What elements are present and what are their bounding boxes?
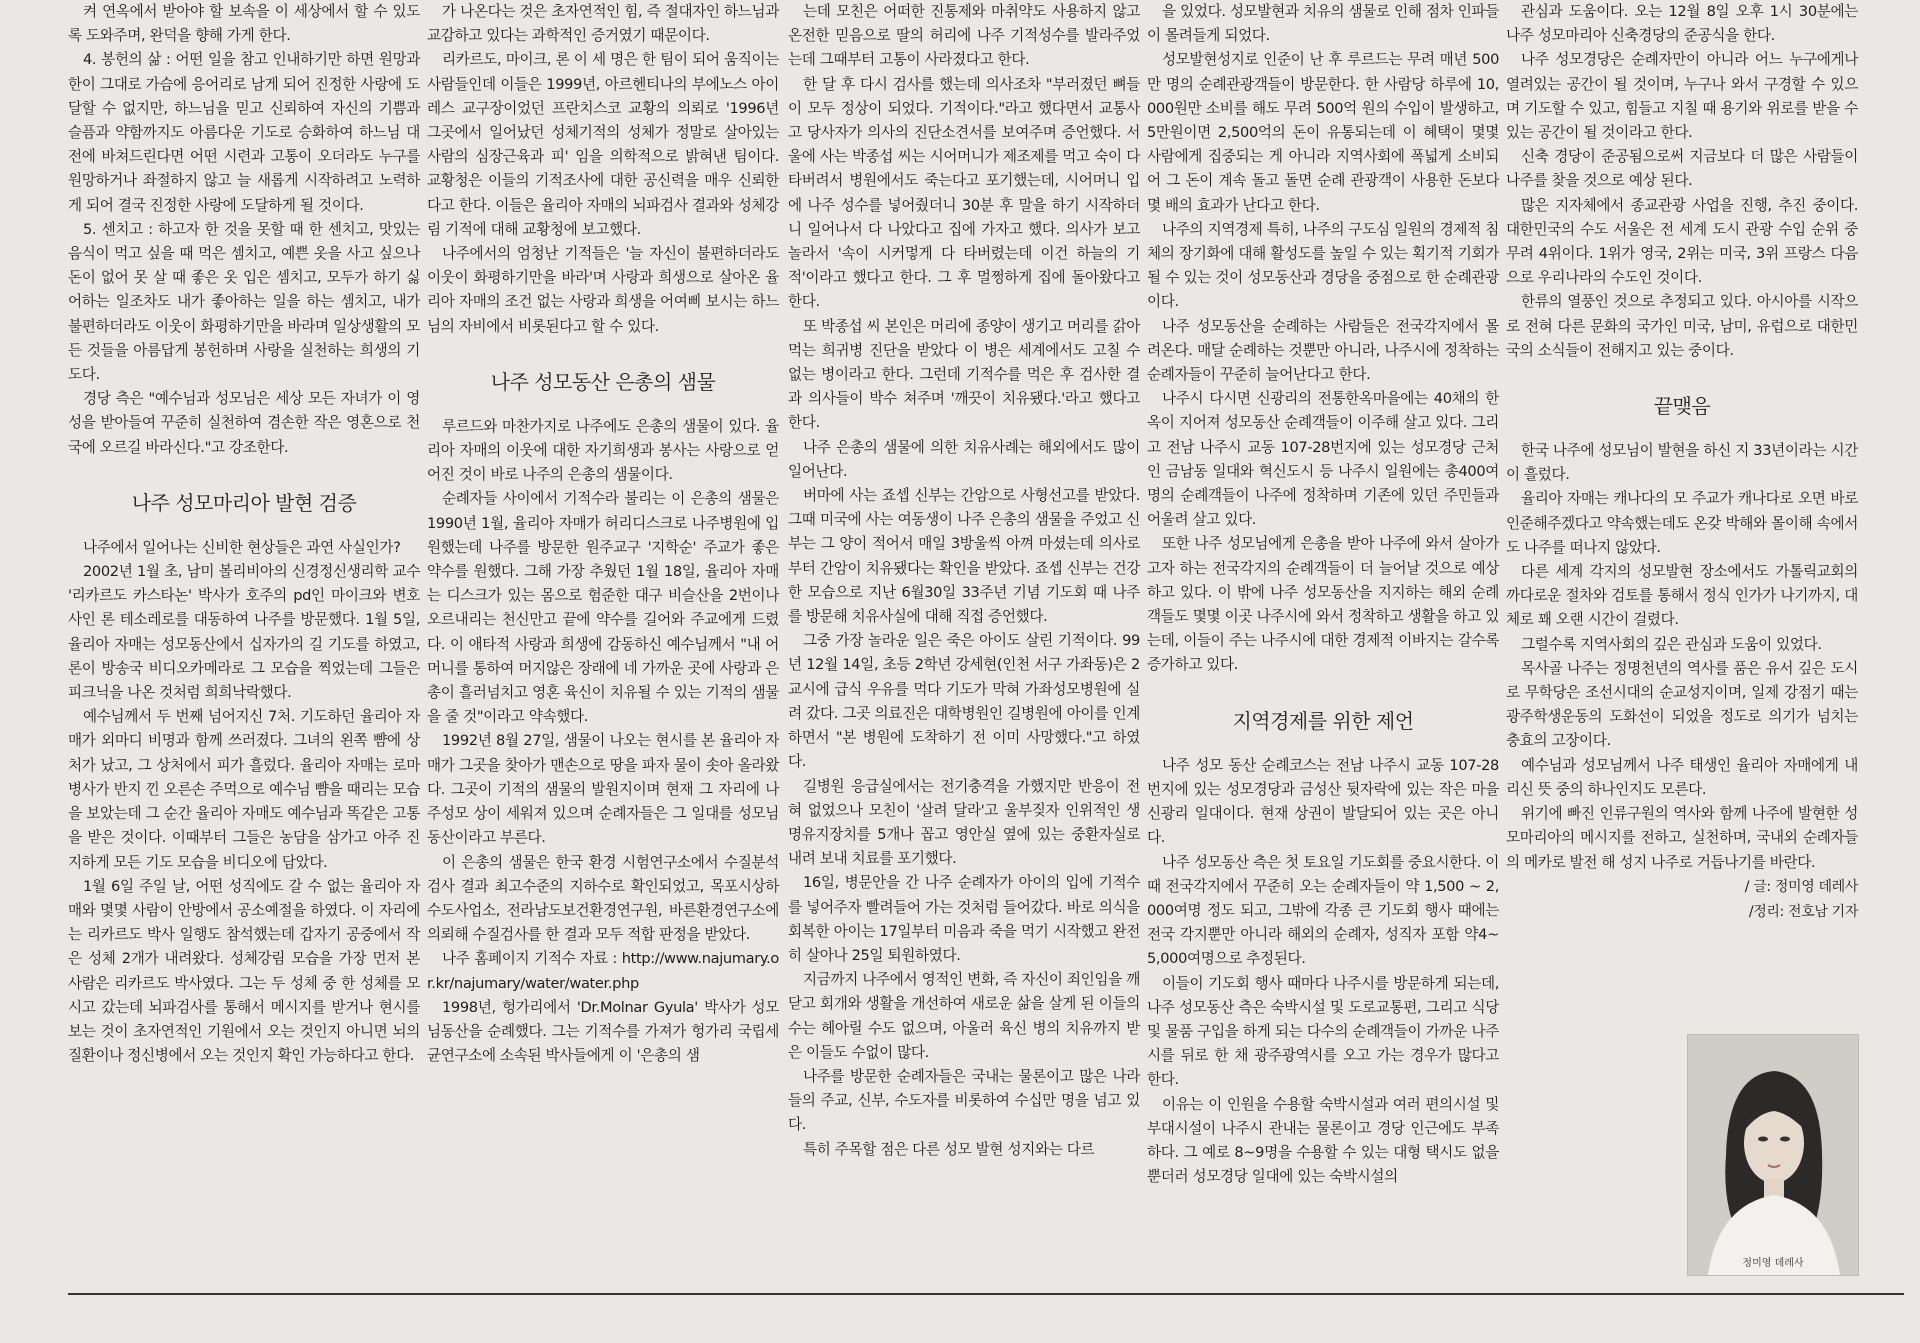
paragraph: 나주에서 일어나는 신비한 현상들은 과연 사실인가? — [83, 538, 401, 556]
paragraph: 나주 은총의 샘물에 의한 치유사례는 해외에서도 많이 일어난다. — [788, 438, 1140, 480]
column-4 — [1147, 0, 1499, 1189]
paragraph: 관심과 도움이다. 오는 12월 8일 오후 1시 30분에는 나주 성모마리아 신축경당의 준공식을 한다. — [1506, 3, 1858, 45]
paragraph: 신축 경당이 준공됨으로써 지금보다 더 많은 사람들이 나주를 찾을 것으로 예상 된다. — [1506, 148, 1858, 190]
paragraph: 예수님께서 두 번째 넘어지신 7처. 기도하던 율리아 자매가 외마디 비명과 함께 쓰러졌다. 그녀의 왼쪽 뺨에 상처가 났고, 그 상처에서 피가 흘렀다. 율리아 자매는 로마 병사가 반지 낀 오른손 주먹으로 예수님 뺨을 때리는 모습을 보았는데 그 순간 율리아 자매도 예수님과 똑같은 고통을 받은 것이다. 이때부터 그들은 농담을 삼가고 아주 진지하게 모든 기도 모습을 비디오에 담았다. — [68, 708, 420, 871]
paragraph: 1998년, 헝가리에서 'Dr.Molnar Gyula' 박사가 성모님동산을 순례했다. 그는 기적수를 가져가 헝가리 국립세균연구소에 소속된 박사들에게 이 '은총의 샘 — [427, 998, 779, 1065]
paragraph: 나주를 방문한 순례자들은 국내는 물론이고 많은 나라들의 주교, 신부, 수도자를 비롯하여 수십만 명을 넘고 있다. — [788, 1067, 1140, 1134]
section-heading: 끝맺음 — [1653, 394, 1711, 419]
paragraph: 나주 홈페이지 기적수 자료 : http://www.najumary.or.kr/najumary/water/water.php — [427, 950, 779, 992]
paragraph: 16일, 병문안을 간 나주 순례자가 아이의 입에 기적수를 넣어주자 빨려들어 가는 것처럼 들어갔다. 바로 의식을 회복한 아이는 17일부터 미음과 죽을 먹기 시작했고 완전히 살아나 25일 퇴원하였다. — [788, 874, 1140, 964]
paragraph: 특히 주목할 점은 다른 성모 발현 성지와는 다르 — [803, 1140, 1095, 1158]
paragraph: 나주 성모동산을 순례하는 사람들은 전국각지에서 몰려온다. 매달 순례하는 것뿐만 아니라, 나주시에 정착하는 순례자들이 꾸준히 늘어난다고 한다. — [1147, 317, 1499, 384]
author-photo — [1687, 1034, 1859, 1276]
paragraph: 1992년 8월 27일, 샘물이 나오는 현시를 본 율리아 자매가 그곳을 찾아가 맨손으로 땅을 파자 물이 솟아 올라왔다. 그곳이 기적의 샘물의 발원지이며 현재 그 자리에 나주성모 상이 세워져 있으며 순례자들은 그 일대를 성모님동산이라고 부른다. — [427, 732, 779, 847]
paragraph: 한류의 열풍인 것으로 추정되고 있다. 아시아를 시작으로 전혀 다른 문화의 국가인 미국, 남미, 유럽으로 대한민국의 소식들이 전해지고 있는 중이다. — [1506, 293, 1858, 359]
paragraph: 나주에서의 엄청난 기적들은 '늘 자신이 불편하더라도 이웃이 화평하기만을 바라'며 사랑과 희생으로 살아온 율리아 자매의 조건 없는 사랑과 희생을 어여삐 보시는 하느님의 자비에서 비롯된다고 할 수 있다. — [427, 245, 779, 335]
paragraph: 루르드와 마찬가지로 나주에도 은총의 샘물이 있다. 율리아 자매의 이웃에 대한 자기희생과 봉사는 사랑으로 얻어진 것이 바로 나주의 은총의 샘물이다. — [427, 417, 779, 484]
paragraph: 많은 지자체에서 종교관광 사업을 진행, 추진 중이다. 대한민국의 수도 서울은 전 세계 도시 관광 수입 순위 중 무려 4위이다. 1위가 영국, 2위는 미국, 3위 프랑스 다음으로 우리나라의 수도인 것이다. — [1506, 196, 1858, 287]
paragraph: 다른 세계 각지의 성모발현 장소에서도 가톨릭교회의 까다로운 절차와 검토를 통해서 정식 인가가 나기까지, 대체로 꽤 오랜 시간이 걸렸다. — [1506, 563, 1858, 629]
paragraph: 그럴수록 지역사회의 깊은 관심과 도움이 있었다. — [1521, 635, 1822, 653]
paragraph: 버마에 사는 죠셉 신부는 간암으로 사형선고를 받았다. 그때 미국에 사는 여동생이 나주 은총의 샘물을 주었고 신부는 그 양이 적어서 매일 3방울씩 아껴 마셨는데 의사로부터 간암이 치유됐다는 확인을 받았다. 죠셉 신부는 건강한 모습으로 지난 6월30일 33주년 기념 기도회 때 나주를 방문해 치유사실에 대해 직접 증언했다. — [788, 487, 1140, 626]
paragraph: 1월 6일 주일 날, 어떤 성직에도 갈 수 없는 율리아 자매와 몇몇 사람이 안방에서 공소예절을 하였다. 이 자리에는 리카르도 박사 일행도 참석했는데 갑자기 공중에서 작은 성체 2개가 내려왔다. 성체강림 모습을 가장 먼저 본 사람은 리카르도 박사였다. 그는 두 성체 중 한 성체를 모시고 갔는데 뇌파검사를 통해서 메시지를 받거나 현시를 보는 것이 초자연적인 기원에서 오는 것인지 아니면 뇌의 질환이나 정신병에서 오는 것인지 확인 가능하다고 한다. — [68, 877, 420, 1065]
paragraph: 나주 성모동산 측은 첫 토요일 기도회를 중요시한다. 이때 전국각지에서 꾸준히 오는 순례자들이 약 1,500 ~ 2,000여명 정도 되고, 그밖에 각종 큰 기도회 행사 때에는 전국 각지뿐만 아니라 해외의 순례자, 성직자 포함 약4~5,000여명으로 추정된다. — [1147, 853, 1499, 968]
paragraph: 5. 센치고 : 하고자 한 것을 못할 때 한 센치고, 맛있는 음식이 먹고 싶을 때 먹은 셈치고, 예쁜 옷을 사고 싶으나 돈이 없어 못 살 때 좋은 옷 입은 셈치고, 모두가 하기 싫어하는 일조차도 내가 좋아하는 일을 하는 셈치고, 내가 불편하더라도 이웃이 화평하기만을 바라며 일상생활의 모든 것들을 아름답게 봉헌하며 사랑을 실천하는 희생의 기도다. — [68, 220, 420, 384]
paragraph: 위기에 빠진 인류구원의 역사와 함께 나주에 발현한 성모마리아의 메시지를 전하고, 실천하며, 국내외 순례자들의 메카로 발전 해 성지 나주로 거듭나기를 바란다. — [1506, 805, 1858, 871]
paragraph: 나주 성모경당은 순례자만이 아니라 어느 누구에게나 열려있는 공간이 될 것이며, 누구나 와서 구경할 수 있으며 기도할 수 있고, 힘들고 지칠 때 용기와 위로를 받을 수 있는 공간이 될 것이라고 한다. — [1506, 51, 1858, 142]
paragraph: 이들이 기도회 행사 때마다 나주시를 방문하게 되는데, 나주 성모동산 측은 숙박시설 및 도로교통편, 그리고 식당 및 물품 구입을 하게 되는 다수의 순례객들이 가까운 나주시를 뒤로 한 채 광주광역시를 오고 가는 경우가 많다고 한다. — [1147, 974, 1499, 1089]
paragraph: 이유는 이 인원을 수용할 숙박시설과 여러 편의시설 및 부대시설이 나주시 관내는 물론이고 경당 인근에도 부족하다. 그 예로 8~9명을 수용할 수 있는 대형 택시도 없을뿐더러 성모경당 일대에 있는 숙박시설의 — [1147, 1095, 1499, 1186]
paragraph: 리카르도, 마이크, 론 이 세 명은 한 팀이 되어 움직이는 사람들인데 이들은 1999년, 아르헨티나의 부에노스 아이레스 교구장이었던 프란치스코 교황의 의뢰로 '1996년 그곳에서 일어났던 성체기적의 성체가 정말로 살아있는 사람의 심장근육과 피' 임을 의학적으로 밝혀낸 팀이다. 교황청은 이들의 기적조사에 대한 공신력을 매우 신뢰한다고 한다. 이들은 율리아 자매의 뇌파검사 결과와 성체강림 기적에 대해 교황청에 보고했다. — [427, 51, 779, 238]
paragraph: 목사골 나주는 정명천년의 역사를 품은 유서 깊은 도시로 무학당은 조선시대의 순교성지이며, 일제 강점기 때는 광주학생운동의 도화선이 되었을 정도로 의기가 넘치는 충효의 고장이다. — [1506, 659, 1858, 750]
column-3 — [788, 0, 1140, 1162]
paragraph: 나주시 다시면 신광리의 전통한옥마을에는 40채의 한옥이 지어져 성모동산 순례객들이 이주해 살고 있다. 그리고 전남 나주시 교동 107-28번지에 있는 성모경당 근처인 금남동 일대와 혁신도시 등 나주시 일원에는 총400여명의 순례객들이 나주에 정착하며 기존에 있던 주민들과 어울려 살고 있다. — [1147, 390, 1499, 529]
paragraph: 을 있었다. 성모발현과 치유의 샘물로 인해 점차 인파들이 몰려들게 되었다. — [1147, 3, 1499, 45]
paragraph: 예수님과 성모님께서 나주 태생인 율리아 자매에게 내리신 뜻 중의 하나인지도 모른다. — [1506, 756, 1858, 798]
paragraph: 길병원 응급실에서는 전기충격을 가했지만 반응이 전혀 없었으나 모친이 '살려 달라'고 울부짖자 인위적인 생명유지장치를 5개나 꼽고 영안실 옆에 있는 중환자실로 내려 보내 치료를 포기했다. — [788, 777, 1140, 868]
paragraph: 순례자들 사이에서 기적수라 불리는 이 은총의 샘물은 1990년 1월, 율리아 자매가 허리디스크로 나주병원에 입원했는데 나주를 방문한 원주교구 '지학순' 주교가 좋은 약수를 원했다. 그해 가장 추웠던 1월 18일, 율리아 자매는 디스크가 있는 몸으로 험준한 대구 비슬산을 2번이나 오르내리는 천신만고 끝에 약수를 길어와 주교에게 드렸다. 이 애타적 사랑과 희생에 감동하신 예수님께서 "내 어머니를 통하여 머지않은 장래에 네 가까운 곳에 사랑과 은총이 흘러넘치고 영혼 육신이 치유될 수 있는 기적의 샘물을 줄 것"이라고 약속했다. — [427, 490, 779, 726]
paragraph: 켜 연옥에서 받아야 할 보속을 이 세상에서 할 수 있도록 도와주며, 완덕을 향해 가게 한다. — [68, 3, 420, 45]
paragraph: 또 박종섭 씨 본인은 머리에 종양이 생기고 머리를 갉아먹는 희귀병 진단을 받았다 이 병은 세계에서도 고칠 수 없는 병이라고 한다. 그런데 기적수를 먹은 후 검사한 결과 의사들이 박수 쳐주며 '깨끗이 치유됐다.'라고 했다고 한다. — [788, 317, 1140, 432]
column-1 — [68, 0, 420, 1068]
paragraph: 그중 가장 놀라운 일은 죽은 아이도 살린 기적이다. 99년 12월 14일, 초등 2학년 강세현(인천 서구 가좌동)은 2교시에 급식 우유를 먹다 기도가 막혀 가좌성모병원에 실려 갔다. 그곳 의료진은 대학병원인 길병원에 아이를 인계하면서 "본 병원에 도착하기 전 이미 사망했다."고 하였다. — [788, 632, 1140, 771]
paragraph: 2002년 1월 초, 남미 볼리비아의 신경정신생리학 교수 '리카르도 카스타논' 박사가 호주의 pd인 마이크와 변호사인 론 테소레로를 대동하여 나주를 방문했다. 1월 5일, 율리아 자매는 성모동산에서 십자가의 길 기도를 하였고, 론이 방송국 비디오카메라로 그 모습을 찍었는데 그들은 피크닉을 나온 것처럼 희희낙락했다. — [68, 563, 420, 702]
paragraph: 지금까지 나주에서 영적인 변화, 즉 자신이 죄인임을 깨닫고 회개와 생활을 개선하여 새로운 삶을 살게 된 이들의 수는 헤아릴 수도 없으며, 아울러 육신 병의 치유까지 받은 이들도 수없이 많다. — [788, 971, 1140, 1061]
section-heading: 지역경제를 위한 제언 — [1232, 708, 1414, 733]
column-5 — [1506, 0, 1858, 925]
paragraph: 가 나온다는 것은 초자연적인 힘, 즉 절대자인 하느님과 교감하고 있다는 과학적인 증거였기 때문이다. — [427, 3, 779, 45]
byline-writer: / 글: 정미영 데레사 — [1744, 878, 1858, 895]
paragraph: 나주의 지역경제 특히, 나주의 구도심 일원의 경제적 침체의 장기화에 대해 활성도를 높일 수 있는 획기적 기회가 될 수 있는 것이 성모동산과 경당을 중점으로 한 순례관광이다. — [1147, 220, 1499, 311]
paragraph: 한 달 후 다시 검사를 했는데 의사조차 "부러졌던 뼈들이 모두 정상이 되었다. 기적이다."라고 했다면서 교통사고 당사자가 의사의 진단소견서를 보여주며 증언했다. 서울에 사는 박종섭 씨는 시어머니가 제조제를 먹고 숙이 다 타버려서 병원에서도 죽는다고 포기했는데, 시어머니 입에 나주 성수를 넣어줬더니 30분 후 말을 하기 시작하더니 일어나서 다 나았다고 집에 가자고 했다. 의사가 보고 놀라서 '속이 시커멓게 다 타버렸는데 이건 하늘의 기적'이라고 했다고 한다. 그 후 멀쩡하게 집에 돌아왔다고 한다. — [788, 75, 1140, 311]
paragraph: 경당 측은 "예수님과 성모님은 세상 모든 자녀가 이 영성을 받아들여 꾸준히 실천하여 겸손한 작은 영혼으로 천국에 오르길 바라신다."고 강조한다. — [68, 390, 420, 456]
bottom-rule — [68, 1293, 1904, 1295]
paragraph: 나주 성모 동산 순례코스는 전남 나주시 교동 107-28번지에 있는 성모경당과 금성산 뒷자락에 있는 작은 마을 신광리 일대이다. 현재 상권이 발달되어 있는 곳은 아니다. — [1147, 756, 1499, 847]
paragraph: 한국 나주에 성모님이 발현을 하신 지 33년이라는 시간이 흘렀다. — [1506, 442, 1858, 484]
photo-caption: 정미영 데레사 — [1742, 1258, 1804, 1269]
column-2 — [427, 0, 779, 1068]
byline — [1506, 875, 1858, 925]
paragraph: 4. 봉헌의 삶 : 어떤 일을 참고 인내하기만 하면 원망과 한이 그대로 가슴에 응어리로 남게 되어 진정한 사랑에 도달할 수 없지만, 하느님을 믿고 신뢰하여 자신의 기쁨과 슬픔과 약함까지도 아름다운 기도로 승화하여 하느님 대전에 바쳐드린다면 어떤 시련과 고통이 오더라도 누구를 원망하거나 좌절하지 않고 늘 새롭게 시작하려고 노력하게 되어 결국 진정한 사랑에 도달하게 될 것이다. — [68, 51, 420, 214]
paragraph: 율리아 자매는 캐나다의 모 주교가 캐나다로 오면 바로 인준해주겠다고 약속했는데도 온갖 박해와 몰이해 속에서도 나주를 떠나지 않았다. — [1506, 490, 1858, 556]
paragraph: 는데 모친은 어떠한 진통제와 마취약도 사용하지 않고 온전한 믿음으로 딸의 허리에 나주 기적성수를 발라주었는데 그때부터 고통이 사라졌다고 한다. — [788, 3, 1140, 69]
paragraph: 성모발현성지로 인준이 난 후 루르드는 무려 매년 500만 명의 순례관광객들이 방문한다. 한 사람당 하루에 10,000원만 소비를 해도 무려 500억 원의 수입이 발생하고, 5만원이면 2,500억의 돈이 유통되는데 이 혜택이 몇몇 사람에게 집중되는 게 아니라 지역사회에 폭넓게 소비되어 그 돈이 계속 돌고 돌면 순례 관광객이 사용한 돈보다 몇 배의 효과가 난다고 한다. — [1147, 51, 1499, 214]
portrait-image — [1688, 1035, 1858, 1275]
paragraph: 이 은총의 샘물은 한국 환경 시험연구소에서 수질분석검사 결과 최고수준의 지하수로 확인되었고, 목포시상하수도사업소, 전라남도보건환경연구원, 바른환경연구소에 의뢰해 수질검사를 한 결과 모두 적합 판정을 받았다. — [427, 853, 779, 944]
section-heading: 나주 성모마리아 발현 검증 — [131, 490, 357, 515]
byline-editor: /정리: 전호남 기자 — [1748, 903, 1858, 920]
section-heading: 나주 성모동산 은총의 샘물 — [490, 369, 716, 394]
paragraph: 또한 나주 성모님에게 은총을 받아 나주에 와서 살아가고자 하는 전국각지의 순례객들이 더 늘어날 것으로 예상하고 있다. 이 밖에 나주 성모동산을 지지하는 해외 순례객들도 몇몇 이곳 나주시에 와서 정착하고 생활을 하고 있는데, 이들이 주는 나주시에 대한 경제적 이바지는 갈수록 증가하고 있다. — [1147, 535, 1499, 674]
